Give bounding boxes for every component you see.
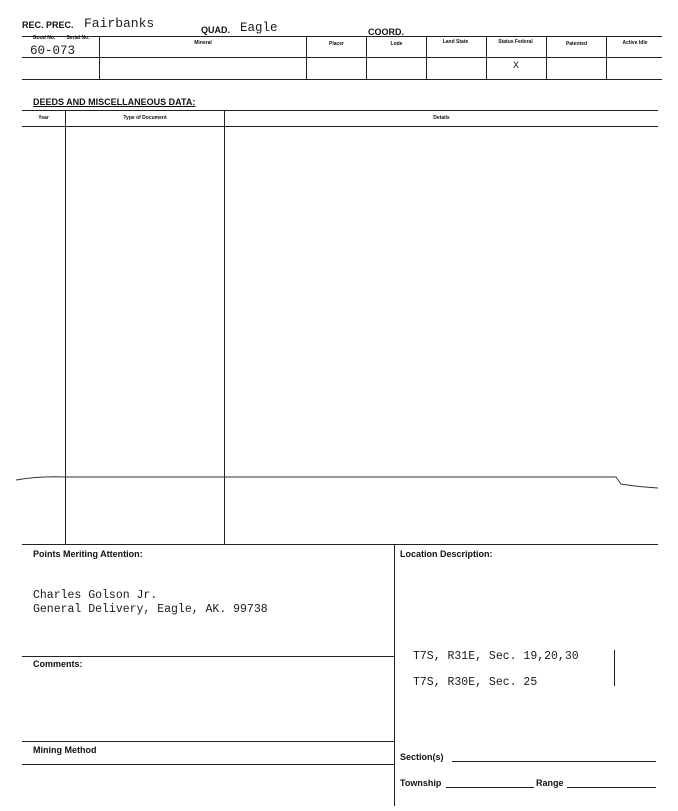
page-edge-line [0, 468, 678, 492]
location-line-2: T7S, R30E, Sec. 25 [413, 676, 538, 689]
col-year: Year [38, 115, 49, 121]
col-serial-no: Serial No. [66, 35, 90, 41]
col-placer: Placer [328, 41, 344, 47]
range-field-line [567, 787, 656, 788]
col-status-federal: Status Federal [498, 39, 533, 45]
col-active-idle: Active Idle [622, 40, 648, 46]
township-field-line [446, 787, 534, 788]
quad-label: QUAD. [201, 25, 230, 35]
location-line-1: T7S, R31E, Sec. 19,20,30 [413, 650, 579, 663]
points-line-1: Charles Golson Jr. [33, 589, 158, 602]
range-label: Range [536, 778, 564, 788]
points-line-2: General Delivery, Eagle, AK. 99738 [33, 603, 268, 616]
deeds-title: DEEDS AND MISCELLANEOUS DATA: [33, 97, 196, 107]
quad-value: Eagle [240, 21, 278, 35]
coord-label: COORD. [368, 27, 404, 37]
col-lode: Lode [390, 41, 403, 47]
sections-field-line [452, 761, 656, 762]
col-mineral: Mineral [194, 40, 212, 46]
location-description-label: Location Description: [400, 549, 493, 559]
rec-prec-value: Fairbanks [84, 16, 155, 31]
points-meriting-label: Points Meriting Attention: [33, 549, 143, 559]
col-patented: Patented [565, 41, 588, 47]
comments-label: Comments: [33, 659, 83, 669]
township-label: Township [400, 778, 442, 788]
claim-good-no: 60-073 [30, 44, 76, 58]
col-good-no: Good No. [32, 35, 56, 41]
col-type-of-document: Type of Document [123, 115, 167, 121]
sections-label: Section(s) [400, 752, 444, 762]
col-land-state: Land State [442, 39, 469, 45]
margin-mark [614, 650, 615, 686]
rec-prec-label: REC. PREC. [22, 20, 74, 30]
col-details: Details [433, 115, 450, 121]
mining-method-label: Mining Method [33, 745, 97, 755]
claim-status-federal: X [513, 61, 520, 72]
